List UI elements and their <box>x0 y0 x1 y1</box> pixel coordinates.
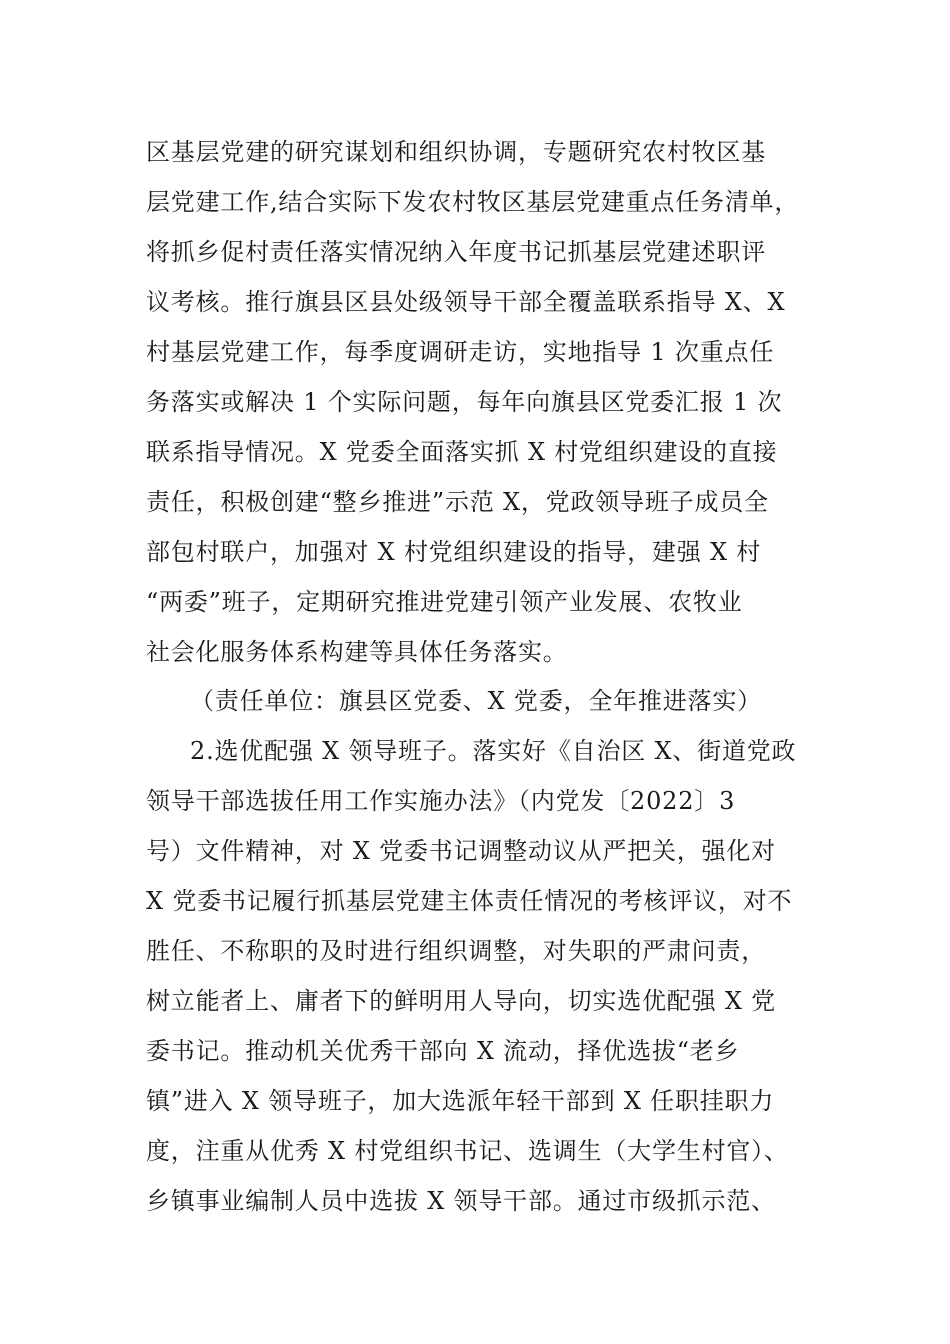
paragraph-line: 社会化服务体系构建等具体任务落实。 <box>146 638 568 666</box>
paragraph-line: 镇”进入 X 领导班子，加大选派年轻干部到 X 任职挂职力 <box>146 1087 775 1115</box>
paragraph-line: 树立能者上、庸者下的鲜明用人导向，切实选优配强 X 党 <box>146 987 776 1015</box>
paragraph-line: 领导干部选拔任用工作实施办法》（内党发〔2022〕3 <box>146 787 736 815</box>
paragraph-line: 联系指导情况。X 党委全面落实抓 X 村党组织建设的直接 <box>146 438 778 466</box>
paragraph-line: X 党委书记履行抓基层党建主体责任情况的考核评议，对不 <box>146 887 793 915</box>
paragraph-line: 乡镇事业编制人员中选拔 X 领导干部。通过市级抓示范、 <box>146 1187 776 1215</box>
paragraph-line: 号）文件精神，对 X 党委书记调整动议从严把关，强化对 <box>146 837 776 865</box>
responsibility-note: （责任单位：旗县区党委、X 党委，全年推进落实） <box>190 687 762 715</box>
paragraph-line: 责任，积极创建“整乡推进”示范 X，党政领导班子成员全 <box>146 488 769 516</box>
paragraph-line: 务落实或解决 1 个实际问题，每年向旗县区党委汇报 1 次 <box>146 388 783 416</box>
paragraph-line: 部包村联户，加强对 X 村党组织建设的指导，建强 X 村 <box>146 538 762 566</box>
section-heading-line: 2.选优配强 X 领导班子。落实好《自治区 X、街道党政 <box>190 737 797 765</box>
paragraph-line: “两委”班子，定期研究推进党建引领产业发展、农牧业 <box>146 588 743 616</box>
paragraph-line: 议考核。推行旗县区县处级领导干部全覆盖联系指导 X、X <box>146 288 786 316</box>
paragraph-line: 区基层党建的研究谋划和组织协调，专题研究农村牧区基 <box>146 138 766 166</box>
paragraph-line: 胜任、不称职的及时进行组织调整，对失职的严肃问责， <box>146 937 766 965</box>
paragraph-line: 村基层党建工作，每季度调研走访，实地指导 1 次重点任 <box>146 338 775 366</box>
paragraph-line: 层党建工作,结合实际下发农村牧区基层党建重点任务清单， <box>146 188 800 216</box>
paragraph-line: 度，注重从优秀 X 村党组织书记、选调生（大学生村官）、 <box>146 1137 789 1165</box>
paragraph-line: 委书记。推动机关优秀干部向 X 流动，择优选拔“老乡 <box>146 1037 740 1065</box>
paragraph-line: 将抓乡促村责任落实情况纳入年度书记抓基层党建述职评 <box>146 238 766 266</box>
